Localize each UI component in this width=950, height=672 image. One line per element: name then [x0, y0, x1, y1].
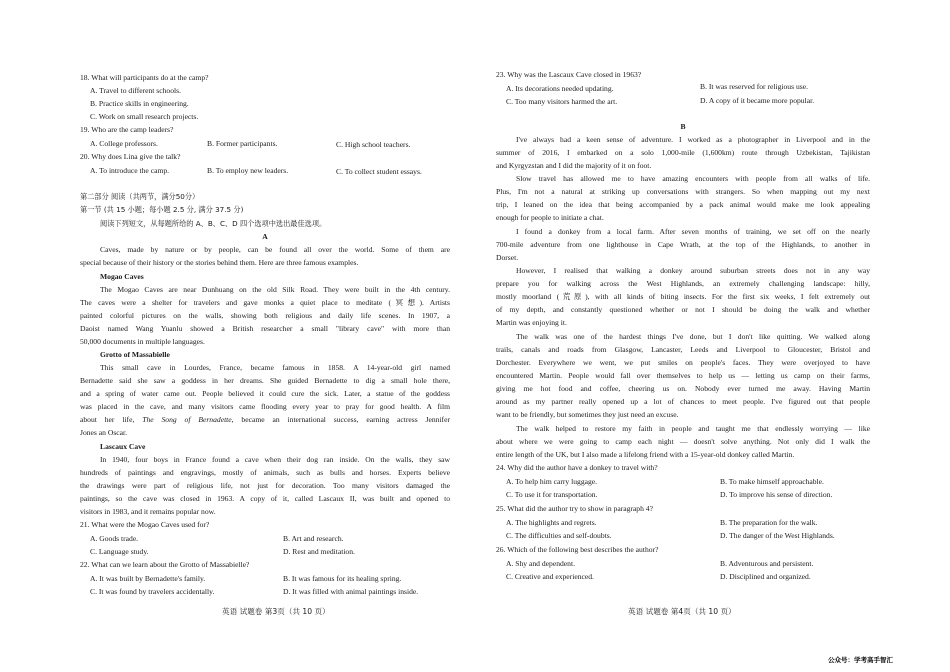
q24-option-a: A. To help him carry luggage. [506, 477, 598, 486]
q25-stem: 25. What did the author try to show in paragraph 4? [496, 504, 653, 513]
left-page-footer: 英语 试题卷 第3页（共 10 页） [222, 607, 330, 616]
passage-a-title: A [262, 232, 268, 241]
q26-option-b: B. Adventurous and persistent. [720, 559, 814, 568]
p6-line-2: about where we were going to camp each night — doesn't solve anything. Not only did I walk the [496, 437, 870, 446]
mogao-line-5: 50,000 documents in multiple languages. [80, 337, 205, 346]
q19-option-c: C. High school teachers. [336, 140, 411, 149]
grotto-line-4: was placed in the cave, and many visitors came flooding every year to pray for good health. A film [80, 402, 450, 411]
mogao-line-1: The Mogao Caves are near Dunhuang on the old Silk Road. They were built in the 4th century. [100, 285, 450, 294]
p4-line-4: of my depth, and constantly questioned whether or not I should be doing the walk and whether [496, 305, 870, 314]
p6-line-3: entire length of the UK, but I also made a lifelong friend with a 15-year-old donkey called Martin. [496, 450, 795, 459]
q21-option-b: B. Art and research. [283, 534, 344, 543]
p5-line-7: want to be friendly, but sometimes they just need an excuse. [496, 410, 679, 419]
lascaux-line-3: the drawings were part of religious life, not just for decoration. Too many visitors damaged the [80, 481, 450, 490]
p5-line-5: giving me hot food and coffee, cheering us on. Nobody ever turned me away. Having Martin [496, 384, 870, 393]
q23-option-a: A. Its decorations needed updating. [506, 84, 614, 93]
p5-line-1: The walk was one of the hardest things I've done, but I don't like quitting. We walked along [516, 332, 870, 341]
p1-line-2: summer of 2016, I embarked on a solo 1,000-mile (1,600km) route through Uzbekistan, Tajikistan [496, 148, 870, 157]
left-page [80, 0, 450, 672]
mogao-line-2: The caves were a shelter for travelers and gave monks a quiet place to meditate (冥想). Artists [80, 298, 450, 307]
p1-line-3: and Kyrgyzstan and I did the majority of it on foot. [496, 161, 652, 170]
p2-line-4: enough for people to initiate a chat. [496, 213, 604, 222]
q18-stem: 18. What will participants do at the camp? [80, 73, 209, 82]
lascaux-line-2: hundreds of paintings and engravings, mostly of animals, such as bulls and horses. Experts believe [80, 468, 450, 477]
lascaux-line-4: paintings, so the cave was closed in 1963. A copy of it, called Lascaux II, was built and opened to [80, 494, 450, 503]
section-one-heading: 第一节 (共 15 小题；每小题 2.5 分, 满分 37.5 分) [80, 205, 244, 214]
q20-option-a: A. To introduce the camp. [90, 166, 170, 175]
p3-line-3: Dorset. [496, 253, 519, 262]
q23-option-b: B. It was reserved for religious use. [700, 82, 808, 91]
q19-option-a: A. College professors. [90, 139, 158, 148]
mogao-line-4: Daoist named Wang Yuanlu showed a British researcher a small "library cave" with more than [80, 324, 450, 333]
q24-option-c: C. To use it for transportation. [506, 490, 598, 499]
instructions: 阅读下列短文，从每题所给的 A、B、C、D 四个选项中选出最佳选项。 [100, 219, 327, 228]
q23-option-c: C. Too many visitors harmed the art. [506, 97, 618, 106]
intro-line-2: special because of their history or the stories behind them. Here are three famous examples. [80, 258, 359, 267]
film-title: The Song of Bernadette [142, 415, 232, 424]
p4-line-1: However, I realised that walking a donkey around suburban streets does not in any way [516, 266, 870, 275]
p2-line-3: trip, I leaned on the idea that being accompanied by a pack animal would make me look appealing [496, 200, 870, 209]
mogao-line-3: painted colorful pictures on the walls, showing both religious and daily life scenes. In 1907, a [80, 311, 450, 320]
q18-option-a: A. Travel to different schools. [90, 86, 181, 95]
q26-option-d: D. Disciplined and organized. [720, 572, 811, 581]
lascaux-heading: Lascaux Cave [100, 442, 146, 451]
p4-line-2: prepare you for walking across the West Highlands, an extremely challenging landscape: hilly, [496, 279, 870, 288]
q22-stem: 22. What can we learn about the Grotto of Massabielle? [80, 560, 250, 569]
lascaux-line-5: visitors in 1983, and it remains popular now. [80, 507, 216, 516]
grotto-heading: Grotto of Massabielle [100, 350, 170, 359]
grotto-line-2: Bernadette said she saw a goddess in her dreams. She guided Bernadette to dig a small hole there, [80, 376, 450, 385]
p5-line-2: trails, canals and roads from Glasgow, Lancaster, Leeds and Liverpool to Gloucester, Bristol and [496, 345, 870, 354]
q24-stem: 24. Why did the author have a donkey to travel with? [496, 463, 658, 472]
p6-line-1: The walk helped to restore my faith in people and taught me that endlessly worrying — like [516, 424, 870, 433]
q18-option-b: B. Practice skills in engineering. [90, 99, 189, 108]
grotto-line-5 [80, 415, 450, 425]
p2-line-1: Slow travel has allowed me to have amazing encounters with people from all walks of life. [516, 174, 870, 183]
part-two-heading: 第二部分 阅读（共两节，满分50分） [80, 192, 200, 201]
q26-option-a: A. Shy and dependent. [506, 559, 575, 568]
grotto-line-5-pre: about her life, [80, 415, 143, 424]
q23-option-d: D. A copy of it became more popular. [700, 96, 815, 105]
p3-line-2: 700-mile adventure from one lighthouse in Cape Wrath, at the top of the Highlands, to another in [496, 240, 870, 249]
p5-line-4: encountered Martin. People would fall over themselves to help us — letting us camp on their farms, [496, 371, 870, 380]
q21-stem: 21. What were the Mogao Caves used for? [80, 520, 210, 529]
q22-option-c: C. It was found by travelers accidentally. [90, 587, 215, 596]
right-page [496, 0, 870, 672]
p4-line-5: Martin was enjoying it. [496, 318, 567, 327]
p5-line-3: Dorchester. Everywhere we went, we put smiles on people's faces. They were overjoyed to have [496, 358, 870, 367]
q25-option-b: B. The preparation for the walk. [720, 518, 818, 527]
q21-option-c: C. Language study. [90, 547, 149, 556]
lascaux-line-1: In 1940, four boys in France found a cave when their dog ran inside. On the walls, they saw [100, 455, 450, 464]
mogao-heading: Mogao Caves [100, 272, 144, 281]
grotto-line-1: This small cave in Lourdes, France, became famous in 1858. A 14-year-old girl named [100, 363, 450, 372]
q21-option-a: A. Goods trade. [90, 534, 139, 543]
watermark: 公众号：学考高手智汇 [828, 656, 893, 664]
passage-b-title: B [680, 122, 686, 131]
q22-option-d: D. It was filled with animal paintings inside. [283, 587, 419, 596]
q18-option-c: C. Work on small research projects. [90, 112, 199, 121]
q20-option-b: B. To employ new leaders. [207, 166, 289, 175]
intro-line-1: Caves, made by nature or by people, can be found all over the world. Some of them are [100, 245, 450, 254]
q20-stem: 20. Why does Lina give the talk? [80, 152, 181, 161]
q24-option-d: D. To improve his sense of direction. [720, 490, 833, 499]
q19-stem: 19. Who are the camp leaders? [80, 125, 174, 134]
q24-option-b: B. To make himself approachable. [720, 477, 824, 486]
q21-option-d: D. Rest and meditation. [283, 547, 355, 556]
grotto-line-3: and a spring of water came out. People believed it could cure the sick. Later, a statue of the goddess [80, 389, 450, 398]
right-page-footer: 英语 试题卷 第4页（共 10 页） [628, 607, 736, 616]
q26-option-c: C. Creative and experienced. [506, 572, 594, 581]
q19-option-b: B. Former participants. [207, 139, 278, 148]
q25-option-d: D. The danger of the West Highlands. [720, 531, 835, 540]
q23-stem: 23. Why was the Lascaux Cave closed in 1963? [496, 70, 642, 79]
p4-line-3: mostly moorland (荒原), with all kinds of biting insects. For the first six weeks, I felt extremely out [496, 292, 870, 301]
p5-line-6: around as my partner really opened up a lot of chances to meet people. I've figured out that people [496, 397, 870, 406]
p2-line-2: Plus, I'm not a natural at striking up conversations with strangers. So when mapping out my next [496, 187, 870, 196]
q22-option-b: B. It was famous for its healing spring. [283, 574, 402, 583]
q20-option-c: C. To collect student essays. [336, 167, 422, 176]
grotto-line-5-post: , became an international success, earning actress Jennifer [231, 415, 450, 424]
q22-option-a: A. It was built by Bernadette's family. [90, 574, 206, 583]
p3-line-1: I found a donkey from a local farm. After seven months of training, we set off on the nearly [516, 227, 870, 236]
q26-stem: 26. Which of the following best describes the author? [496, 545, 659, 554]
p1-line-1: I've always had a keen sense of adventure. I worked as a photographer in Liverpool and in the [516, 135, 870, 144]
grotto-line-6: Jones an Oscar. [80, 428, 128, 437]
q25-option-c: C. The difficulties and self-doubts. [506, 531, 612, 540]
q25-option-a: A. The highlights and regrets. [506, 518, 597, 527]
